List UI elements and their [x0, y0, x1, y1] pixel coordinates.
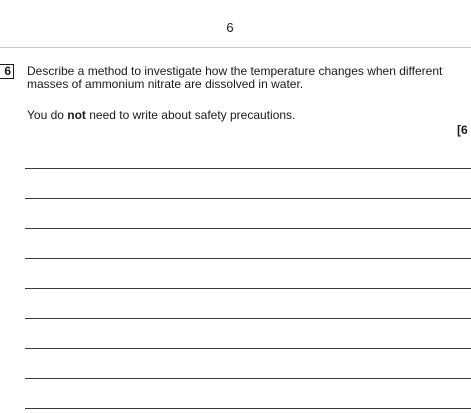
answer-line[interactable] — [25, 198, 471, 199]
top-rule — [0, 47, 471, 48]
instruction-emphasis: not — [67, 108, 86, 122]
answer-line[interactable] — [25, 288, 471, 289]
answer-line[interactable] — [25, 318, 471, 319]
answer-line[interactable] — [25, 348, 471, 349]
question-text: Describe a method to investigate how the temperature changes when different masses of ammonium nitrate are dissolved in water. — [27, 64, 443, 91]
page-number: 6 — [226, 20, 234, 35]
instruction-before: You do — [27, 108, 68, 122]
answer-line[interactable] — [25, 168, 471, 169]
answer-line[interactable] — [25, 408, 471, 409]
instruction — [27, 109, 295, 122]
instruction-after: need to write about safety precautions. — [85, 108, 296, 122]
answer-line[interactable] — [25, 228, 471, 229]
answer-line[interactable] — [25, 378, 471, 379]
marks-label: [6 — [457, 123, 468, 137]
answer-line[interactable] — [25, 258, 471, 259]
question-number-box: 6 — [0, 64, 14, 79]
